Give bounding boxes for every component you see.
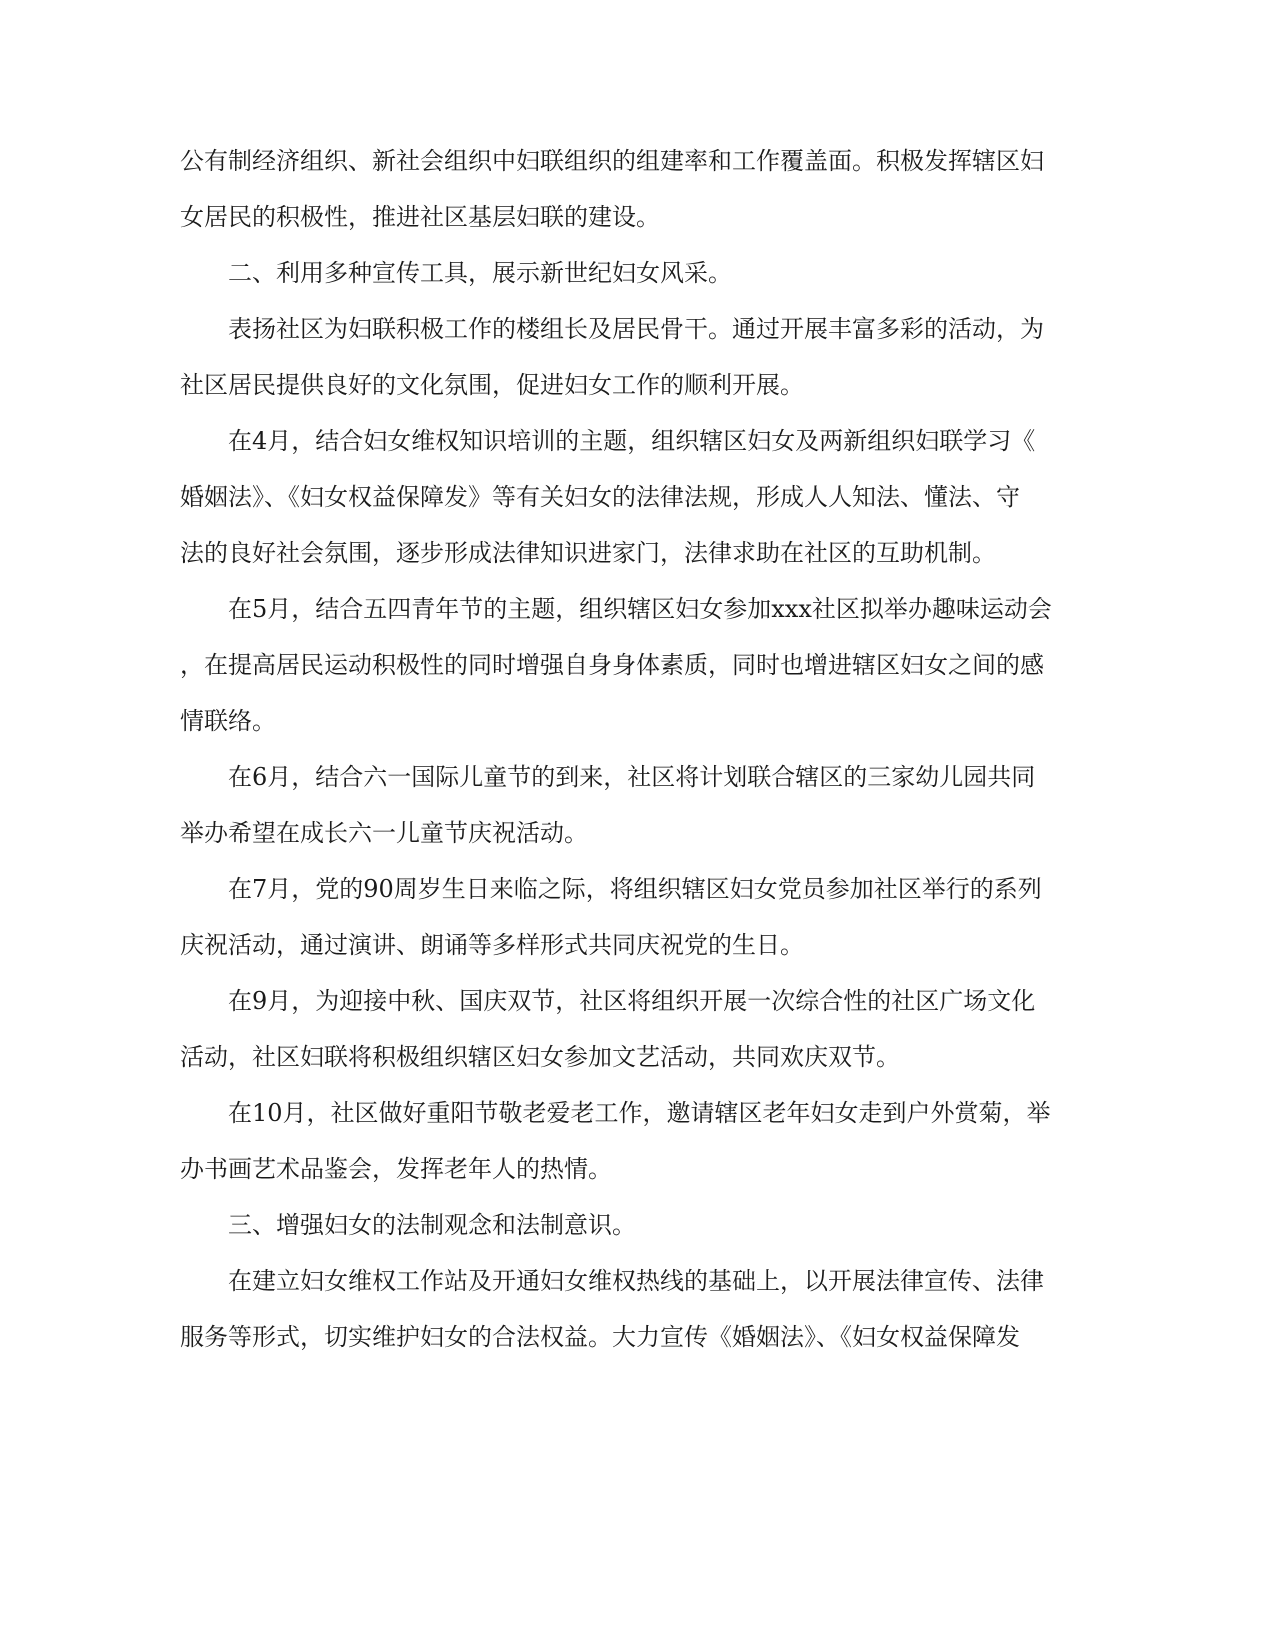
text-line: 表扬社区为妇联积极工作的楼组长及居民骨干。通过开展丰富多彩的活动，为 <box>228 315 1044 343</box>
text-line: 服务等形式，切实维护妇女的合法权益。大力宣传《婚姻法》、《妇女权益保障发 <box>180 1323 1020 1351</box>
text-line: 婚姻法》、《妇女权益保障发》等有关妇女的法律法规，形成人人知法、懂法、守 <box>180 483 1020 511</box>
text-line: 法的良好社会氛围，逐步形成法律知识进家门，法律求助在社区的互助机制。 <box>180 539 996 567</box>
text-line: 情联络。 <box>180 707 276 735</box>
text-line: 公有制经济组织、新社会组织中妇联组织的组建率和工作覆盖面。积极发挥辖区妇 <box>180 147 1044 175</box>
text-line: 举办希望在成长六一儿童节庆祝活动。 <box>180 819 588 847</box>
text-line: 在4月，结合妇女维权知识培训的主题，组织辖区妇女及两新组织妇联学习《 <box>228 427 1036 455</box>
section-heading: 三、增强妇女的法制观念和法制意识。 <box>228 1211 636 1239</box>
text-line: 社区居民提供良好的文化氛围，促进妇女工作的顺利开展。 <box>180 371 804 399</box>
text-line: 在7月，党的90周岁生日来临之际，将组织辖区妇女党员参加社区举行的系列 <box>228 875 1042 903</box>
section-heading: 二、利用多种宣传工具，展示新世纪妇女风采。 <box>228 259 732 287</box>
text-line: 女居民的积极性，推进社区基层妇联的建设。 <box>180 203 660 231</box>
text-line: ，在提高居民运动积极性的同时增强自身身体素质，同时也增进辖区妇女之间的感 <box>180 651 1044 679</box>
text-line: 庆祝活动，通过演讲、朗诵等多样形式共同庆祝党的生日。 <box>180 931 804 959</box>
text-line: 办书画艺术品鉴会，发挥老年人的热情。 <box>180 1155 612 1183</box>
text-line: 在建立妇女维权工作站及开通妇女维权热线的基础上，以开展法律宣传、法律 <box>228 1267 1044 1295</box>
text-line: 在5月，结合五四青年节的主题，组织辖区妇女参加xxx社区拟举办趣味运动会 <box>228 595 1052 623</box>
text-line: 活动，社区妇联将积极组织辖区妇女参加文艺活动，共同欢庆双节。 <box>180 1043 900 1071</box>
text-line: 在6月，结合六一国际儿童节的到来，社区将计划联合辖区的三家幼儿园共同 <box>228 763 1036 791</box>
text-line: 在10月，社区做好重阳节敬老爱老工作，邀请辖区老年妇女走到户外赏菊，举 <box>228 1099 1051 1127</box>
text-line: 在9月，为迎接中秋、国庆双节，社区将组织开展一次综合性的社区广场文化 <box>228 987 1036 1015</box>
